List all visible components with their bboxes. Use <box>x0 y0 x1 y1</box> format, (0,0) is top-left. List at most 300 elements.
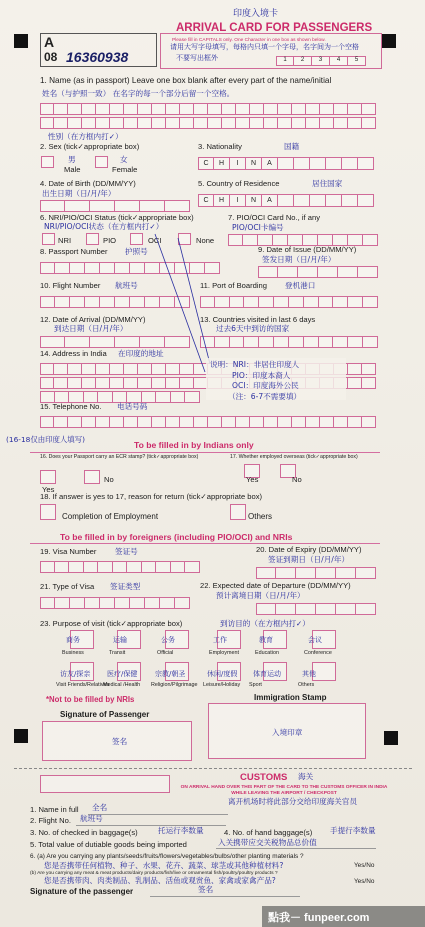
purpose-option-cn: 商务 <box>66 636 80 644</box>
char-box <box>40 103 54 115</box>
char-box <box>68 117 82 129</box>
male-label: Male <box>64 165 81 174</box>
char-box <box>338 266 358 278</box>
char-box <box>40 377 54 389</box>
char-box <box>54 117 68 129</box>
char-box <box>348 416 362 428</box>
phone-boxes[interactable] <box>40 416 376 428</box>
char-box <box>278 117 292 129</box>
char-box <box>90 200 115 212</box>
char-box <box>138 117 152 129</box>
departure-boxes[interactable] <box>256 603 376 615</box>
char-box <box>356 567 376 579</box>
char-box <box>110 117 124 129</box>
char-box <box>363 234 378 246</box>
char-box <box>264 416 278 428</box>
arrival-cn: 到达日期（日/月/年） <box>54 324 128 333</box>
char-box <box>138 416 152 428</box>
char-box <box>362 377 376 389</box>
sig-label: Signature of Passenger <box>60 710 150 719</box>
char-box <box>306 103 320 115</box>
char-box <box>166 117 180 129</box>
pio-card-cn: PIO/OCI卡编号 <box>232 223 284 232</box>
char-box <box>160 597 175 609</box>
char-box <box>292 103 306 115</box>
char-box <box>348 103 362 115</box>
char-box <box>54 363 68 375</box>
char-box <box>124 103 138 115</box>
char-box <box>115 296 130 308</box>
plants-question-cn: 您是否携带任何植物、种子、水果、花卉、蔬菜、球茎或其他种植材料? <box>44 861 284 870</box>
male-cn: 男 <box>68 155 76 164</box>
char-box <box>274 296 289 308</box>
char-box <box>55 597 70 609</box>
char-box <box>70 597 85 609</box>
char-box <box>54 416 68 428</box>
char-box <box>96 416 110 428</box>
char-box <box>250 103 264 115</box>
char-box <box>171 391 186 403</box>
purpose-option-cn: 运输 <box>113 636 127 644</box>
visa-type-boxes[interactable] <box>40 597 190 609</box>
customs-name-label: 1. Name in full <box>30 805 79 814</box>
hand-baggage-cn: 手提行李数量 <box>330 826 376 835</box>
gender-cn: 性别（在方框内打✓） <box>48 132 123 141</box>
dutiable-line[interactable] <box>216 848 376 849</box>
nri-status-cn: NRI/PIO/OCI状态（在方框内打✓） <box>44 222 164 231</box>
char-box <box>342 157 358 170</box>
char-box <box>274 336 289 348</box>
char-box <box>294 194 310 207</box>
passport-label: 8. Passport Number <box>40 247 108 256</box>
char-box <box>289 336 304 348</box>
char-box <box>306 416 320 428</box>
char-box <box>244 336 259 348</box>
char-box <box>320 103 334 115</box>
char-box <box>258 266 278 278</box>
visa-type-cn: 签证类型 <box>110 582 141 591</box>
arrival-label: 12. Date of Arrival (DD/MM/YY) <box>40 315 146 324</box>
char-box <box>256 603 276 615</box>
customs-sig-cn: 签名 <box>198 885 214 894</box>
name-label: 1. Name (as in passport) Leave one box blank after every part of the name/initial <box>40 76 332 85</box>
char-box <box>145 597 160 609</box>
char-box <box>278 194 294 207</box>
char-box <box>84 561 99 573</box>
customs-sig-line[interactable] <box>150 896 300 897</box>
char-box: C <box>198 194 214 207</box>
flight-label: 10. Flight Number <box>40 281 101 290</box>
char-box <box>124 117 138 129</box>
divider <box>30 452 380 453</box>
name-boxes-row-1[interactable] <box>40 103 376 115</box>
title-cn: 印度入境卡 <box>233 9 279 19</box>
address-cn: 在印度的地址 <box>118 349 164 358</box>
char-box <box>85 597 100 609</box>
char-box <box>100 262 115 274</box>
char-box <box>55 262 70 274</box>
stamp-cn: 入境印章 <box>272 728 303 737</box>
expiry-boxes[interactable] <box>256 567 376 579</box>
char-box <box>256 567 276 579</box>
char-box <box>244 296 259 308</box>
residence-cn: 居住国家 <box>312 179 343 188</box>
char-box <box>362 117 376 129</box>
char-box <box>316 603 336 615</box>
char-box <box>264 103 278 115</box>
nri-note: *Not to be filled by NRIs <box>46 695 135 704</box>
char-box <box>96 377 110 389</box>
registration-mark <box>384 731 398 745</box>
visa-no-label: 19. Visa Number <box>40 547 97 556</box>
char-box <box>110 377 124 389</box>
char-box <box>115 200 140 212</box>
dutiable-label: 5. Total value of dutiable goods being imported <box>30 840 187 849</box>
annotation-lines <box>150 224 230 374</box>
char-box <box>115 262 130 274</box>
issue-label: 9. Date of Issue (DD/MM/YY) <box>258 245 357 254</box>
char-box <box>336 567 356 579</box>
ecr-no: No <box>104 475 114 484</box>
char-box <box>180 416 194 428</box>
dutiable-cn: 入关携带应交关税物品总价值 <box>218 838 317 847</box>
pio-checkbox[interactable] <box>86 233 99 245</box>
char-box: N <box>246 157 262 170</box>
char-box <box>85 262 100 274</box>
male-checkbox[interactable] <box>41 156 54 168</box>
char-box <box>68 377 82 389</box>
char-box <box>294 157 310 170</box>
purpose-option-cn: 体育运动 <box>253 670 281 678</box>
char-box <box>96 363 110 375</box>
char-box <box>348 336 363 348</box>
char-box <box>310 194 326 207</box>
char-box <box>236 103 250 115</box>
dob-boxes[interactable] <box>40 200 190 212</box>
oci-label: OCI <box>148 236 162 245</box>
char-box <box>166 377 180 389</box>
purpose-option-label: Official <box>157 650 174 656</box>
char-box <box>171 561 186 573</box>
char-box <box>138 103 152 115</box>
char-box <box>115 336 140 348</box>
watermark: 點我－ funpeer.com <box>268 912 370 924</box>
purpose-option-cn: 其他 <box>302 670 316 678</box>
char-box <box>82 363 96 375</box>
char-box <box>69 561 84 573</box>
plants-yesno[interactable]: Yes/No <box>354 862 375 869</box>
char-box <box>304 336 319 348</box>
char-box <box>250 416 264 428</box>
completion-label: Completion of Employment <box>62 512 159 521</box>
char-box <box>165 200 190 212</box>
oci-checkbox[interactable] <box>130 233 143 245</box>
char-box <box>363 296 378 308</box>
purpose-option-cn: 教育 <box>259 636 273 644</box>
ecr-yes: Yes <box>42 485 55 494</box>
char-box <box>278 416 292 428</box>
char-box <box>152 416 166 428</box>
departure-label: 22. Expected date of Departure (DD/MM/YY) <box>200 581 351 590</box>
char-box <box>113 561 128 573</box>
serial-code: 08 <box>44 50 58 64</box>
char-box <box>85 296 100 308</box>
char-box <box>180 103 194 115</box>
char-box <box>348 363 362 375</box>
char-box <box>40 336 65 348</box>
ecr-no-checkbox[interactable] <box>84 470 100 484</box>
meat-yesno[interactable]: Yes/No <box>354 878 375 885</box>
purpose-option-label: Education <box>255 650 279 656</box>
purpose-option-cn: 工作 <box>213 636 227 644</box>
char-box <box>326 157 342 170</box>
meat-question: (b) Are you carrying any meat & meat products/dairy products/fish/live or ornamental fish/poultry/poultry products ? <box>30 871 278 876</box>
name-line[interactable] <box>88 814 228 815</box>
stamp-label: Immigration Stamp <box>254 693 327 702</box>
char-box <box>100 597 115 609</box>
expiry-cn: 签证到期日（日/月/年） <box>268 555 350 564</box>
char-box <box>70 262 85 274</box>
char-box <box>358 266 378 278</box>
char-box <box>358 194 374 207</box>
char-box <box>292 416 306 428</box>
char-box <box>348 377 362 389</box>
registration-mark <box>14 34 28 48</box>
char-box <box>362 416 376 428</box>
char-box <box>54 377 68 389</box>
char-box: I <box>230 194 246 207</box>
char-box <box>40 363 54 375</box>
char-box <box>336 603 356 615</box>
countries-label: 13. Countries visited in last 6 days <box>200 315 316 324</box>
hand-baggage-label: 4. No. of hand baggage(s) <box>224 828 313 837</box>
registration-mark <box>382 34 396 48</box>
char-box <box>130 296 145 308</box>
char-box <box>334 103 348 115</box>
char-box <box>82 377 96 389</box>
char-box <box>358 157 374 170</box>
char-box <box>156 561 171 573</box>
char-box <box>194 117 208 129</box>
char-box <box>348 296 363 308</box>
example-box: 2 <box>294 56 312 66</box>
char-box <box>316 567 336 579</box>
nationality-label: 3. Nationality <box>198 142 242 151</box>
purpose-option-label: Visit Friends/Relatives <box>56 682 110 688</box>
countries-cn: 过去6天中到访的国家 <box>216 324 290 333</box>
nri-checkbox[interactable] <box>42 233 55 245</box>
female-checkbox[interactable] <box>95 156 108 168</box>
customs-instruction: ON ARRIVAL HAND OVER THIS PART OF THE CARD TO THE CUSTOMS OFFICER IN INDIA WHILE LEAVING THE AIRPORT / CHECKPOST <box>180 785 388 796</box>
instruction-cn-1: 请用大写字母填写，每格内只填一个字母，名字间为一个空格 <box>170 43 359 51</box>
char-box <box>318 266 338 278</box>
customs-title-cn: 海关 <box>298 772 314 781</box>
plants-question: 6. (a) Are you carrying any plants/seeds/fruits/flowers/vegetables/bulbs/other planting materials ? <box>30 853 304 860</box>
char-box <box>115 597 130 609</box>
dob-cn: 出生日期（日/月/年） <box>42 189 116 198</box>
indians-note-cn: (16-18仅由印度人填写) <box>6 435 85 444</box>
char-box <box>320 416 334 428</box>
char-box <box>166 103 180 115</box>
char-box: C <box>198 157 214 170</box>
purpose-option-label: Business <box>62 650 84 656</box>
char-box <box>180 117 194 129</box>
char-box <box>124 363 138 375</box>
char-box <box>292 117 306 129</box>
customs-instruction-cn: 离开机场时将此部分交给印度海关官员 <box>228 797 358 806</box>
char-box <box>194 103 208 115</box>
char-box <box>362 103 376 115</box>
instruction-cn-2: 不要写出框外 <box>176 54 218 62</box>
customs-ref-box <box>40 775 170 793</box>
others-checkbox[interactable] <box>230 504 246 520</box>
char-box <box>152 117 166 129</box>
char-box <box>228 234 243 246</box>
char-box <box>98 561 113 573</box>
completion-checkbox[interactable] <box>40 504 56 520</box>
purpose-option-label: Religion/Pilgrimage <box>151 682 198 688</box>
port-cn: 登机港口 <box>285 281 316 290</box>
char-box <box>96 103 110 115</box>
char-box <box>230 296 245 308</box>
char-box <box>342 194 358 207</box>
char-box <box>68 103 82 115</box>
char-box <box>68 416 82 428</box>
female-label: Female <box>112 165 138 174</box>
pio-label: PIO <box>103 236 117 245</box>
serial-number: 16360938 <box>66 49 129 65</box>
char-box <box>208 103 222 115</box>
female-cn: 女 <box>120 155 128 164</box>
char-box <box>310 157 326 170</box>
char-box <box>185 561 200 573</box>
residence-boxes[interactable] <box>198 194 374 207</box>
char-box <box>334 416 348 428</box>
nri-label: NRI <box>58 236 72 245</box>
purpose-label: 23. Purpose of visit (tick✓appropriate box) <box>40 619 183 628</box>
char-box <box>82 416 96 428</box>
char-box: A <box>262 157 278 170</box>
sig-cn: 签名 <box>112 737 128 746</box>
char-box <box>124 416 138 428</box>
employed-label: 17. Whether employed overseas (tick✓appropriate box) <box>230 454 358 460</box>
title: ARRIVAL CARD FOR PASSENGERS <box>176 22 373 34</box>
char-box <box>55 296 70 308</box>
dob-label: 4. Date of Birth (DD/MM/YY) <box>40 179 136 188</box>
char-box <box>138 377 152 389</box>
checked-baggage-cn: 托运行李数量 <box>158 826 204 835</box>
char-box <box>127 561 142 573</box>
char-box <box>156 391 171 403</box>
customs-flight-cn: 航班号 <box>80 814 103 823</box>
char-box <box>110 416 124 428</box>
purpose-option-cn: 宗教/朝圣 <box>155 670 186 678</box>
char-box <box>142 561 157 573</box>
char-box <box>356 603 376 615</box>
char-box <box>152 377 166 389</box>
purpose-option-cn: 访友/探亲 <box>60 670 91 678</box>
nationality-cn: 国籍 <box>284 142 300 151</box>
note-pio: PIO：印度本裔人 <box>232 371 291 380</box>
char-box <box>298 266 318 278</box>
address-label: 14. Address in India <box>40 349 107 358</box>
note-nri: 说明：NRI：非居住印度人 <box>210 360 300 369</box>
char-box <box>54 103 68 115</box>
char-box <box>40 296 55 308</box>
char-box <box>124 377 138 389</box>
example-box: 5 <box>348 56 366 66</box>
others-label: Others <box>248 512 273 521</box>
employed-no: No <box>292 475 302 484</box>
ecr-yes-checkbox[interactable] <box>40 470 56 484</box>
departure-cn: 预计离境日期（日/月/年） <box>216 591 305 600</box>
char-box <box>278 103 292 115</box>
visa-no-cn: 签证号 <box>115 547 138 556</box>
purpose-option-label: Others <box>298 682 315 688</box>
char-box <box>194 416 208 428</box>
indians-title: To be filled in by Indians only <box>134 440 254 450</box>
ecr-label: 16. Does your Passport carry an ECR stamp? (tick✓appropriate box) <box>40 454 199 460</box>
char-box <box>110 103 124 115</box>
char-box <box>65 336 90 348</box>
nationality-boxes[interactable] <box>198 157 374 170</box>
char-box <box>236 416 250 428</box>
char-box <box>236 117 250 129</box>
char-box <box>278 266 298 278</box>
char-box <box>348 117 362 129</box>
visa-no-boxes[interactable] <box>40 561 200 573</box>
char-box <box>326 194 342 207</box>
char-box: H <box>214 157 230 170</box>
char-box <box>296 603 316 615</box>
char-box <box>362 363 376 375</box>
char-box <box>276 567 296 579</box>
purpose-option-cn: 医疗/保健 <box>107 670 138 678</box>
char-box <box>259 296 274 308</box>
purpose-option-cn: 休闲/度假 <box>207 670 238 678</box>
purpose-option-cn: 会议 <box>308 636 322 644</box>
customs-name-cn: 全名 <box>92 803 108 812</box>
none-label: None <box>196 236 215 245</box>
char-box <box>304 296 319 308</box>
char-box <box>222 416 236 428</box>
char-box <box>140 200 165 212</box>
issue-boxes[interactable] <box>258 266 378 278</box>
char-box <box>250 117 264 129</box>
purpose-option-label: Conference <box>304 650 332 656</box>
char-box <box>40 416 54 428</box>
char-box <box>222 103 236 115</box>
char-box <box>180 377 194 389</box>
char-box <box>334 117 348 129</box>
char-box <box>276 603 296 615</box>
sex-label: 2. Sex (tick✓appropriate box) <box>40 142 140 151</box>
customs-flight-label: 2. Flight No. <box>30 816 71 825</box>
char-box <box>278 157 294 170</box>
phone-cn: 电话号码 <box>117 402 148 411</box>
serial-letter: A <box>44 34 55 50</box>
char-box <box>152 103 166 115</box>
char-box <box>319 336 334 348</box>
char-box <box>175 597 190 609</box>
pio-card-label: 7. PIO/OCI Card No., if any <box>228 213 321 222</box>
example-box: 3 <box>312 56 330 66</box>
purpose-cn: 到访目的（在方框内打✓） <box>220 619 310 628</box>
employed-yes: Yes <box>246 475 259 484</box>
name-boxes-row-2[interactable] <box>40 117 376 129</box>
purpose-option-label: Sport <box>249 682 262 688</box>
char-box <box>289 296 304 308</box>
